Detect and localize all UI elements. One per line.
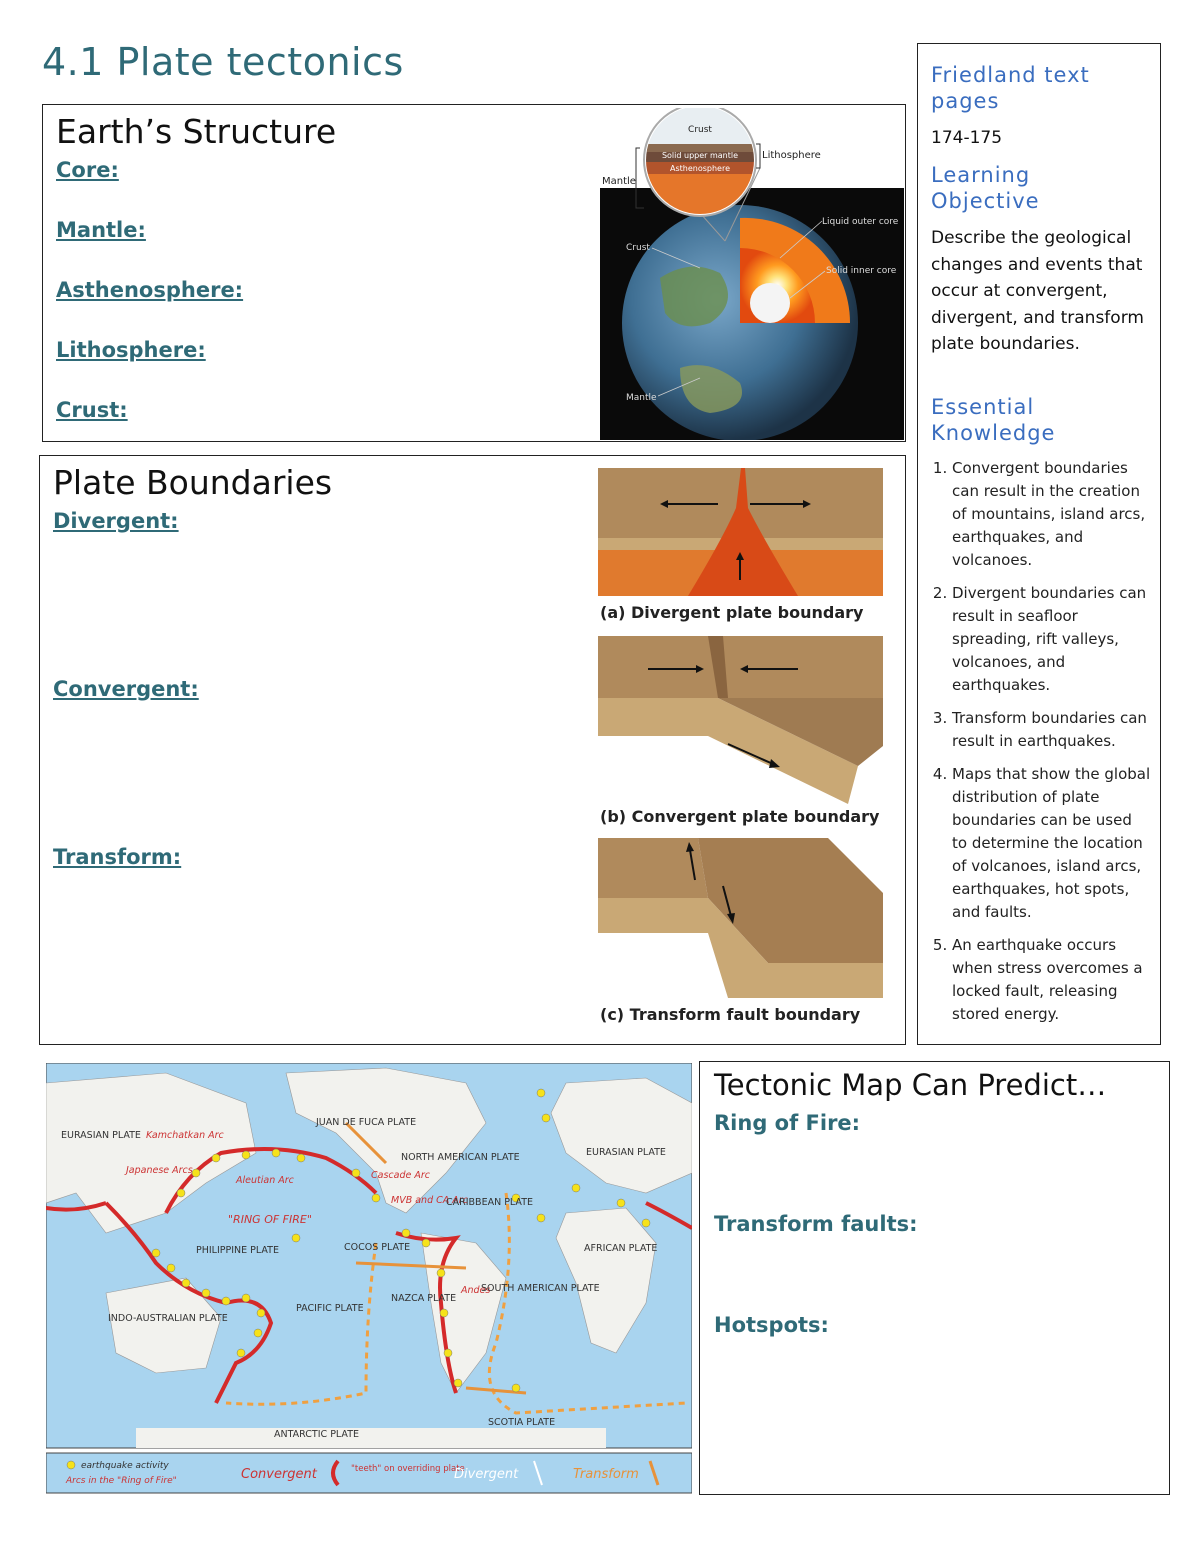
map-label-indo: INDO-AUSTRALIAN PLATE [108,1313,228,1324]
label-crust-top: Crust [688,125,712,135]
knowledge-item: 3. Transform boundaries can result in earthquakes. [952,707,1151,753]
label-mantle-top: Mantle [602,176,636,187]
legend-transform: Transform [573,1467,639,1482]
term-mantle: Mantle: [56,218,146,242]
tectonic-map [46,1063,692,1495]
earth-structure-diagram [600,108,904,440]
legend-divergent: Divergent [454,1467,519,1482]
map-label-north-american: NORTH AMERICAN PLATE [401,1152,520,1163]
label-solid-upper-mantle: Solid upper mantle [661,151,739,160]
map-label-aleutian: Aleutian Arc [236,1175,294,1186]
legend-teeth: "teeth" on overriding plate [351,1464,465,1474]
objective-heading: Learning Objective [931,163,1040,213]
caption-transform: (c) Transform fault boundary [600,1005,861,1024]
map-label-nazca: NAZCA PLATE [391,1293,457,1304]
map-label-ring: "RING OF FIRE" [228,1213,312,1226]
label-mantle: Mantle [626,393,657,403]
map-label-mvb: MVB and CA Arc [391,1195,468,1206]
term-crust: Crust: [56,398,128,422]
caption-convergent: (b) Convergent plate boundary [600,807,880,826]
term-core: Core: [56,158,119,182]
knowledge-heading: Essential Knowledge [931,395,1056,445]
map-label-african: AFRICAN PLATE [584,1243,658,1254]
map-label-eurasian-w: EURASIAN PLATE [61,1130,141,1141]
map-label-pacific: PACIFIC PLATE [296,1303,364,1314]
label-lithosphere: Lithosphere [762,150,821,161]
map-label-cascade: Cascade Arc [371,1170,430,1181]
map-label-south-american: SOUTH AMERICAN PLATE [481,1283,600,1294]
legend-convergent: Convergent [241,1467,317,1482]
divergent-diagram [598,468,883,596]
map-label-philippine: PHILIPPINE PLATE [196,1245,279,1256]
knowledge-item: 5. An earthquake occurs when stress overcomes a locked fault, releasing stored energy. [952,934,1151,1026]
term-hotspots: Hotspots: [714,1313,829,1337]
transform-diagram [598,838,883,998]
term-transform: Transform: [53,845,182,869]
map-label-scotia: SCOTIA PLATE [488,1417,556,1428]
earth-structure-heading: Earth’s Structure [56,112,337,151]
term-transform-faults: Transform faults: [714,1212,918,1236]
convergent-diagram [598,636,883,804]
term-ring-of-fire: Ring of Fire: [714,1111,861,1135]
map-label-caribbean: CARIBBEAN PLATE [446,1197,534,1208]
knowledge-list [926,457,1151,1036]
map-label-andes: Andes [461,1285,491,1296]
plate-boundaries-heading: Plate Boundaries [53,463,333,502]
map-label-eurasian-e: EURASIAN PLATE [586,1147,666,1158]
label-solid-inner-core: Solid inner core [826,266,897,276]
label-crust: Crust [626,243,650,253]
predict-heading: Tectonic Map Can Predict… [714,1068,1107,1102]
term-convergent: Convergent: [53,677,199,701]
label-asthenosphere: Asthenosphere [669,164,731,173]
sidebar-box [917,43,1161,1045]
page-title: 4.1 Plate tectonics [42,40,404,84]
friedland-heading: Friedland text pages [931,63,1090,113]
map-label-cocos: COCOS PLATE [344,1242,411,1253]
map-label-antarctic: ANTARCTIC PLATE [274,1429,359,1440]
knowledge-item: 2. Divergent boundaries can result in seafloor spreading, rift valleys, volcanoes, and earthquakes. [952,582,1151,697]
objective-text: Describe the geological changes and events that occur at convergent, divergent, and transform plate boundaries. [931,228,1144,354]
label-liquid-outer-core: Liquid outer core [822,217,899,227]
term-asthenosphere: Asthenosphere: [56,278,244,302]
map-label-kamchatkan: Kamchatkan Arc [146,1130,224,1141]
legend-eq: earthquake activity [81,1461,169,1471]
caption-divergent: (a) Divergent plate boundary [600,603,864,622]
friedland-pages: 174-175 [931,128,1003,148]
map-label-juan: JUAN DE FUCA PLATE [316,1117,417,1128]
knowledge-item: 1. Convergent boundaries can result in the creation of mountains, island arcs, earthquakes, and volcanoes. [952,457,1151,572]
term-divergent: Divergent: [53,509,179,533]
legend-arcs: Arcs in the "Ring of Fire" [66,1476,177,1486]
knowledge-item: 4. Maps that show the global distribution of plate boundaries can be used to determine the location of volcanoes, island arcs, earthquakes, hot spots, and faults. [952,763,1151,924]
map-label-japanese: Japanese Arcs [126,1165,193,1176]
term-lithosphere: Lithosphere: [56,338,206,362]
